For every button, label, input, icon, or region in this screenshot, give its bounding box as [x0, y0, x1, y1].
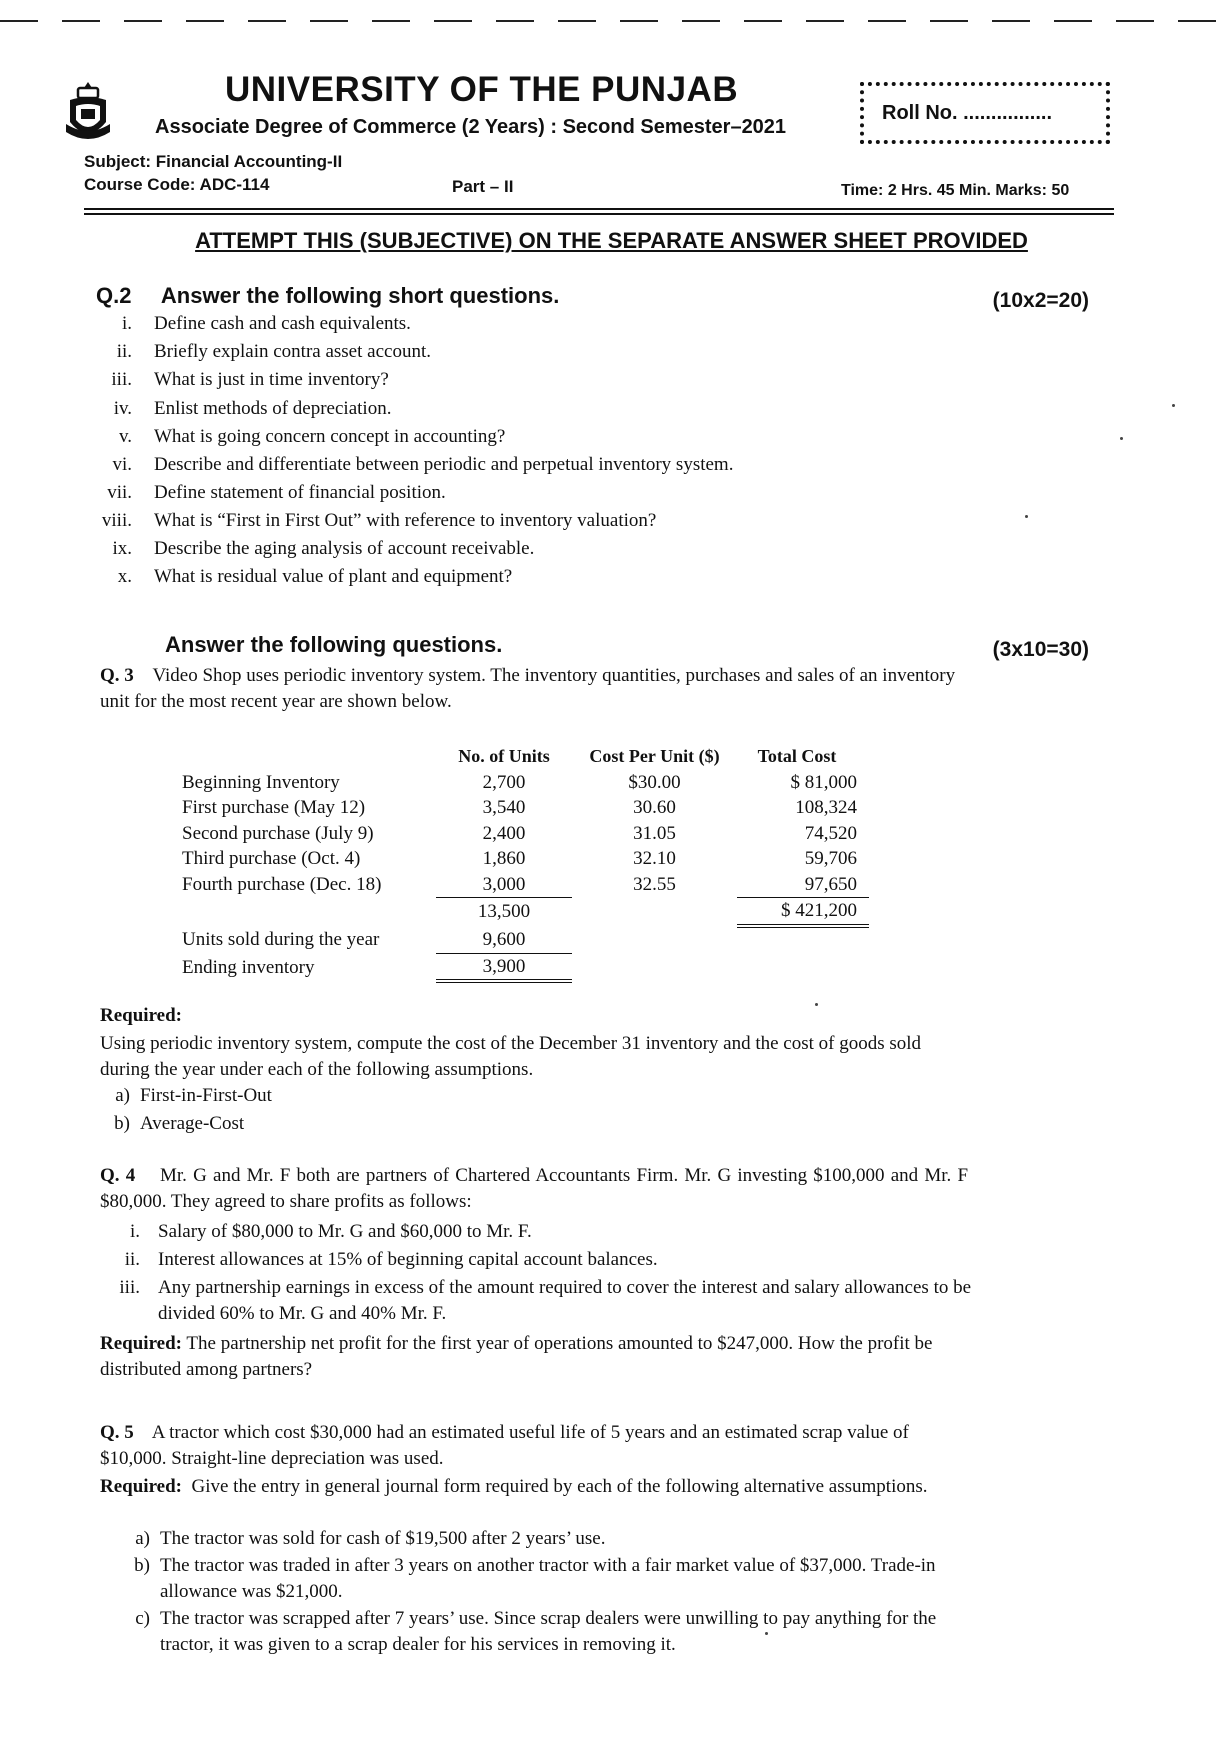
q3-option: b) Average-Cost — [114, 1113, 245, 1134]
roll-number-box — [860, 82, 1110, 144]
q2-item: vii. Define statement of financial position. — [107, 482, 446, 503]
q2-item: ii. Briefly explain contra asset account. — [116, 341, 431, 362]
q2-heading — [96, 283, 559, 309]
university-title: UNIVERSITY OF THE PUNJAB — [225, 70, 739, 109]
q4-item: i. Salary of $80,000 to Mr. G and $60,000 to Mr. F. — [129, 1221, 532, 1242]
q2-item: vi. Describe and differentiate between periodic and perpetual inventory system. — [112, 454, 734, 475]
q2-marks: (10x2=20) — [992, 289, 1089, 312]
section-b-marks: (3x10=30) — [992, 638, 1089, 661]
q2-title: Answer the following short questions. — [160, 283, 560, 308]
scan-speck — [1025, 515, 1028, 518]
table-row: Fourth purchase (Dec. 18) 3,000 32.55 97,650 — [182, 872, 869, 898]
table-row: First purchase (May 12) 3,540 30.60 108,324 — [182, 797, 857, 819]
program-title: Associate Degree of Commerce (2 Years) : Second Semester–2021 — [155, 116, 787, 138]
q4-intro: Q. 4 Mr. G and Mr. F both are partners of Chartered Accountants Firm. Mr. G investing $100,000 and Mr. F $80,000. They agreed to share profits as follows: — [100, 1165, 969, 1212]
q2-item: ix. Describe the aging analysis of account receivable. — [112, 538, 535, 559]
table-row: Second purchase (July 9) 2,400 31.05 74,520 — [182, 822, 857, 844]
q2-item: iii. What is just in time inventory? — [111, 369, 389, 390]
attempt-instruction: ATTEMPT THIS (SUBJECTIVE) ON THE SEPARATE ANSWER SHEET PROVIDED — [195, 228, 1028, 253]
scan-speck — [1172, 404, 1175, 407]
q3-label: Q. 3 — [100, 665, 134, 686]
q5-item: c) The tractor was scrapped after 7 years’ use. Since scrap dealers were unwilling to pay anything for the tractor, it was given to a scrap dealer for his services in removing it. — [135, 1608, 937, 1655]
q5-item: a) The tractor was sold for cash of $19,500 after 2 years’ use. — [135, 1528, 606, 1549]
q3-required-text: Using periodic inventory system, compute the cost of the December 31 inventory and the cost of goods sold during the year under each of the following assumptions. — [100, 1033, 922, 1080]
q5-label: Q. 5 — [100, 1422, 134, 1443]
table-row: Third purchase (Oct. 4) 1,860 32.10 59,706 — [182, 848, 857, 870]
q2-item: x. What is residual value of plant and equipment? — [117, 566, 513, 587]
table-row: Units sold during the year 9,600 — [182, 926, 869, 954]
q4-item: iii. Any partnership earnings in excess of the amount required to cover the interest and salary allowances to be divided 60% to Mr. G and 40% Mr. F. — [119, 1277, 972, 1324]
subject-line: Subject: Financial Accounting-II — [84, 152, 343, 171]
q4-required: Required: The partnership net profit for the first year of operations amounted to $247,000. How the profit be distributed among partners? — [100, 1333, 933, 1380]
q3-intro: Q. 3 Video Shop uses periodic inventory system. The inventory quantities, purchases and sales of an inventory unit for the most recent year are shown below. — [100, 665, 956, 712]
time-marks: Time: 2 Hrs. 45 Min. Marks: 50 — [841, 182, 1070, 199]
scan-speck — [1120, 437, 1123, 440]
table-row: Ending inventory 3,900 — [182, 953, 869, 981]
scan-speck — [765, 1632, 768, 1635]
section-b-title: Answer the following questions. — [165, 632, 503, 657]
header-rule-top — [84, 208, 1114, 210]
inventory-table — [182, 744, 869, 983]
part-label: Part – II — [452, 177, 514, 196]
q2-item: iv. Enlist methods of depreciation. — [113, 398, 392, 419]
table-header-row: No. of Units Cost Per Unit ($) Total Cost — [458, 746, 837, 767]
roll-number-label: Roll No. ................ — [882, 102, 1053, 124]
q3-required-label: Required: — [100, 1005, 182, 1026]
q5-item: b) The tractor was traded in after 3 years on another tractor with a fair market value of $37,000. Trade-in allowance was $21,000. — [134, 1555, 936, 1602]
university-crest-icon — [64, 80, 112, 146]
q2-label: Q.2 — [96, 283, 132, 308]
q2-item: v. What is going concern concept in accounting? — [118, 426, 506, 447]
table-total-row: 13,500 $ 421,200 — [182, 898, 869, 926]
q3-option: a) First-in-First-Out — [115, 1085, 272, 1106]
q4-label: Q. 4 — [100, 1165, 136, 1186]
course-code: Course Code: ADC-114 — [84, 175, 270, 194]
q5-intro: Q. 5 A tractor which cost $30,000 had an estimated useful life of 5 years and an estimated scrap value of $10,000. Straight-line depreciation was used. — [100, 1422, 909, 1469]
q2-item: viii. What is “First in First Out” with reference to inventory valuation? — [101, 510, 657, 531]
q4-item: ii. Interest allowances at 15% of beginning capital account balances. — [124, 1249, 658, 1270]
table-row: Beginning Inventory 2,700 $30.00 $ 81,000 — [182, 771, 857, 793]
scan-speck — [815, 1003, 818, 1006]
header-rule-bottom — [84, 213, 1114, 215]
top-dashed-rule — [0, 20, 1223, 22]
q5-required: Required: Give the entry in general journal form required by each of the following alternative assumptions. — [100, 1476, 928, 1497]
q2-item: i. Define cash and cash equivalents. — [121, 313, 411, 334]
